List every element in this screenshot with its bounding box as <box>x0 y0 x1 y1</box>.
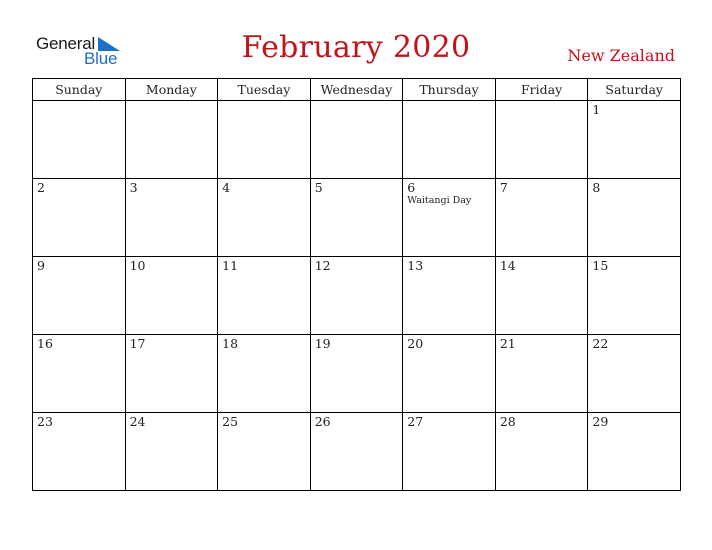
day-cell <box>495 257 588 335</box>
week-row <box>33 335 681 413</box>
day-cell <box>310 179 403 257</box>
day-cell <box>403 335 496 413</box>
weekday-header: Monday <box>125 79 218 101</box>
day-number <box>218 101 310 103</box>
day-number: 7 <box>499 180 508 195</box>
day-number: 22 <box>592 336 609 351</box>
day-cell <box>218 413 311 491</box>
day-cell <box>218 257 311 335</box>
calendar-title: February 2020 <box>241 30 471 65</box>
weekday-header: Wednesday <box>310 79 403 101</box>
weekday-header: Sunday <box>33 79 126 101</box>
day-number: 14 <box>499 258 516 273</box>
day-cell <box>495 101 588 179</box>
day-number: 29 <box>592 414 609 429</box>
weekday-header: Saturday <box>588 79 681 101</box>
day-cell <box>403 179 496 257</box>
week-row <box>33 101 681 179</box>
day-number: 2 <box>37 180 45 195</box>
day-number <box>311 101 403 103</box>
day-cell <box>588 335 681 413</box>
day-number: 6 <box>407 180 416 195</box>
day-number: 24 <box>129 414 146 429</box>
day-cell <box>403 413 496 491</box>
day-cell <box>125 413 218 491</box>
day-cell <box>125 101 218 179</box>
day-cell <box>33 413 126 491</box>
weekday-header: Friday <box>495 79 588 101</box>
day-number: 19 <box>314 336 331 351</box>
week-row <box>33 179 681 257</box>
day-cell <box>403 101 496 179</box>
week-row <box>33 257 681 335</box>
day-number: 1 <box>592 102 601 117</box>
country-label: New Zealand <box>567 46 675 65</box>
day-number: 20 <box>407 336 424 351</box>
day-cell <box>495 413 588 491</box>
day-cell <box>33 179 126 257</box>
day-cell <box>495 179 588 257</box>
day-number: 25 <box>222 414 239 429</box>
calendar-grid <box>32 78 681 491</box>
day-cell <box>588 101 681 179</box>
day-number: 21 <box>499 336 516 351</box>
day-number: 26 <box>314 414 331 429</box>
day-cell <box>218 101 311 179</box>
day-cell <box>125 257 218 335</box>
day-number: 4 <box>222 180 231 195</box>
day-number: 13 <box>407 258 424 273</box>
day-number: 15 <box>592 258 609 273</box>
day-cell <box>588 179 681 257</box>
day-number: 11 <box>222 258 239 273</box>
weekday-header: Tuesday <box>218 79 311 101</box>
day-number: 5 <box>314 180 323 195</box>
logo-text-blue: Blue <box>84 49 118 68</box>
holiday-label: Waitangi Day <box>407 194 472 206</box>
day-cell <box>310 413 403 491</box>
day-number: 27 <box>407 414 424 429</box>
day-cell <box>218 179 311 257</box>
day-cell <box>33 335 126 413</box>
day-number <box>496 101 588 103</box>
day-number: 23 <box>37 414 53 429</box>
day-cell <box>33 257 126 335</box>
day-cell <box>588 257 681 335</box>
day-cell <box>310 335 403 413</box>
day-cell <box>495 335 588 413</box>
day-cell <box>218 335 311 413</box>
day-cell <box>310 257 403 335</box>
day-number: 18 <box>222 336 239 351</box>
day-cell <box>125 179 218 257</box>
day-number: 12 <box>314 258 331 273</box>
day-number <box>33 101 125 103</box>
day-cell <box>403 257 496 335</box>
weekday-header-row <box>33 79 681 101</box>
weekday-header: Thursday <box>403 79 496 101</box>
logo-text-general: General <box>36 34 96 53</box>
day-cell <box>125 335 218 413</box>
day-number: 9 <box>37 258 45 273</box>
day-cell <box>588 413 681 491</box>
day-number: 8 <box>592 180 601 195</box>
day-number <box>126 101 218 103</box>
day-number <box>403 101 495 103</box>
day-number: 17 <box>129 336 146 351</box>
day-number: 10 <box>129 258 146 273</box>
day-number: 28 <box>499 414 516 429</box>
day-number: 16 <box>37 336 53 351</box>
day-number: 3 <box>129 180 138 195</box>
week-row <box>33 413 681 491</box>
day-cell <box>33 101 126 179</box>
day-cell <box>310 101 403 179</box>
